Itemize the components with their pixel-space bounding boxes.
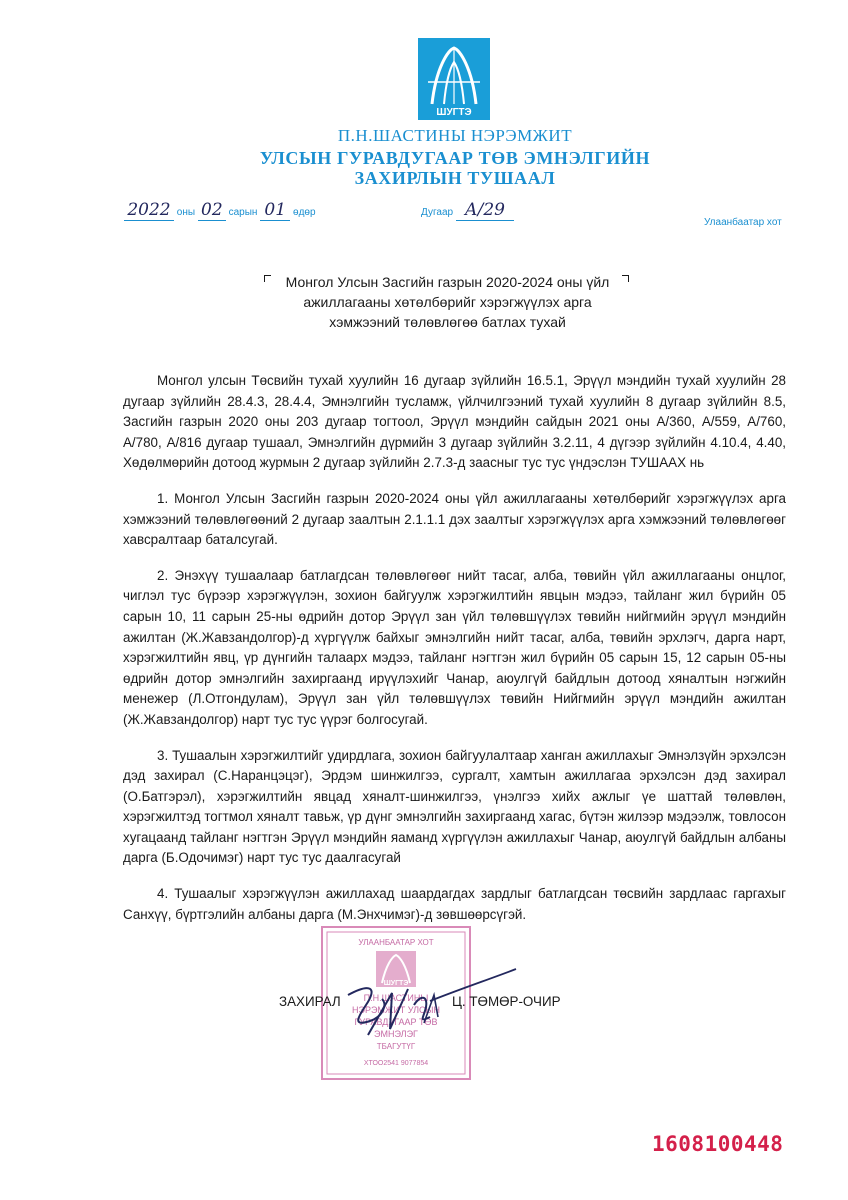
header-line-3: ЗАХИРЛЫН ТУШААЛ [354,168,556,188]
serial-number: 1608100448 [652,1132,784,1156]
date-year: 2022 [127,200,171,220]
signature-name: Ц. ТӨМӨР-ОЧИР [452,994,561,1009]
svg-text:П.Н.ШАСТИНЫ: П.Н.ШАСТИНЫ [363,993,429,1003]
order-date [124,200,316,221]
title-line-3: хэмжээний төлөвлөгөө батлах тухай [329,314,566,330]
item-4-paragraph: 4. Тушаалыг хэрэгжүүлэн ажиллахад шаардагдах зардлыг батлагдсан төсвийн зардлаас гаргахыг Санхүү, бүртгэлийн албаны дарга (М.Энхчимэг)-д зөвшөөрсүгэй. [123,886,786,922]
order-title [270,272,625,332]
date-month-suffix: сарын [228,207,258,218]
order-body [123,371,786,940]
svg-text:УЛААНБААТАР ХОТ: УЛААНБААТАР ХОТ [358,938,434,947]
title-line-1: Монгол Улсын Засгийн газрын 2020-2024 оны үйл [285,274,610,290]
order-number [421,200,514,221]
hospital-logo-icon [418,38,490,120]
handwritten-signature [330,965,530,1045]
svg-text:ШУГТЭ: ШУГТЭ [383,980,409,987]
title-line-2: ажиллагааны хөтөлбөрийг хэрэгжүүлэх арга [303,294,592,310]
svg-text:ЭМНЭЛЭГ: ЭМНЭЛЭГ [374,1029,418,1039]
date-day-suffix: өдөр [293,207,316,218]
preamble-paragraph: Монгол улсын Төсвийн тухай хуулийн 16 дугаар зүйлийн 16.5.1, Эрүүл мэндийн тухай хуулийн 28 дугаар зүйлийн 28.4.3, 28.4.4, Эмнэлгийн тусламж, үйлчилгээний тухай хуулийн 8 дугаар зүйлийн 8.5, Засгийн газрын 2020 оны 203 дугаар тогтоол, Эрүүл мэндийн сайдын 2021 оны А/360, А/559, А/760, А/780, А/816 дугаар тушаал, Эмнэлгийн дүрмийн 3 дугаар зүйлийн 3.2.11, 4 дүгээр зүйлийн 4.10.4, 4.40, Хөдөлмөрийн дотоод журмын 2 дугаар зүйлийн 2.7.3-д заасныг тус тус үндэслэн ТУШААХ нь [123,373,786,471]
item-1-paragraph: 1. Монгол Улсын Засгийн газрын 2020-2024 оны үйл ажиллагааны хөтөлбөрийг хэрэгжүүлэх арга хэмжээний төлөвлөгөөний 2 дугаар заалтын 2.1.1.1 дэх заалтыг хэрэгжүүлэх арга хэмжээний төлөвлөгөөг хавсралтаар баталсугай. [123,490,786,548]
title-bracket-right [622,275,629,282]
item-3-paragraph: 3. Тушаалын хэрэгжилтийг удирдлага, зохион байгуулалтаар ханган ажиллахыг Эмнэлзүйн эрхэлсэн дэд захирал (С.Наранцэцэг), Эрдэм шинжилгээ, сургалт, хамтын ажиллагаа эрхэлсэн дэд захирал (О.Батгэрэл), хэрэгжилтийн явцад хяналт-шинжилгээ, үнэлгээ хийх ажлыг үе шаттай төлөвлөн, хэрэгжилтэд тогтмол хяналт тавьж, үр дүнг эмнэлгийн захиргаанд хагас, бүтэн жилээр мэдээлж, товлосон хугацаанд тайланг нэгтгэн Эрүүл мэндийн яаманд хүргүүлэн ажиллахыг Чанар, аюулгүй байдлын албаны дарга (Б.Одочимэг) нарт тус тус даалгасугай [123,747,786,866]
header-line-2: УЛСЫН ГУРАВДУГААР ТӨВ ЭМНЭЛГИЙН [259,148,651,168]
svg-text:ХТОО2541 9077854: ХТОО2541 9077854 [363,1060,429,1067]
svg-text:НЭРЭМЖИТ УЛСЫН: НЭРЭМЖИТ УЛСЫН [351,1005,441,1015]
date-day: 01 [264,200,287,220]
signature-title: ЗАХИРАЛ [279,994,341,1009]
svg-text:ШУГТЭ: ШУГТЭ [436,107,472,118]
header-line-1: П.Н.ШАСТИНЫ НЭРЭМЖИТ [337,126,573,145]
svg-text:ГУРАВДУГААР ТӨВ: ГУРАВДУГААР ТӨВ [354,1017,438,1027]
date-month: 02 [201,200,223,220]
number-value: А/29 [464,200,505,220]
city: Улаанбаатар хот [704,217,782,228]
date-year-suffix: оны [176,207,196,218]
item-2-paragraph: 2. Энэхүү тушаалаар батлагдсан төлөвлөгөөг нийт тасаг, алба, төвийн үйл ажиллагааны онцлог, чиглэл тус бүрээр хэрэгжүүлэн, зохион байгуулж хэрэгжилтийн явцын мэдээ, тайланг жил бүрийн 05 сарын 10, 11 сарын 25-ны өдрийн дотор Эрүүл зан үйл төлөвшүүлэх төвийн нийгмийн эрүүл мэндийн ажилтан (Ж.Жавзандолгор)-д хүргүүлж байхыг эмнэлгийн нийт тасаг, алба, төвийн эрхлэгч, дарга нарт, хэрэгжилтийн явц, үр дүнгийн талаарх мэдээ, тайланг нэгтгэн жил бүрийн 05 сарын 15, 12 сарын 05-ны өдрийн дотор эмнэлгийн захиргаанд ирүүлэхийг Чанар, аюулгүй байдлын дотоод хяналтын нэгжийн менежер (Л.Отгондулам), Эрүүл зан үйл төлөвшүүлэх төвийн Нийгмийн эрүүл мэндийн ажилтан (Ж.Жавзандолгор) нарт тус тус үүрэг болгосугай. [123,567,786,727]
number-label: Дугаар [421,207,454,218]
title-bracket-left [264,275,271,282]
svg-text:ТБАГУТҮГ: ТБАГУТҮГ [376,1042,416,1051]
